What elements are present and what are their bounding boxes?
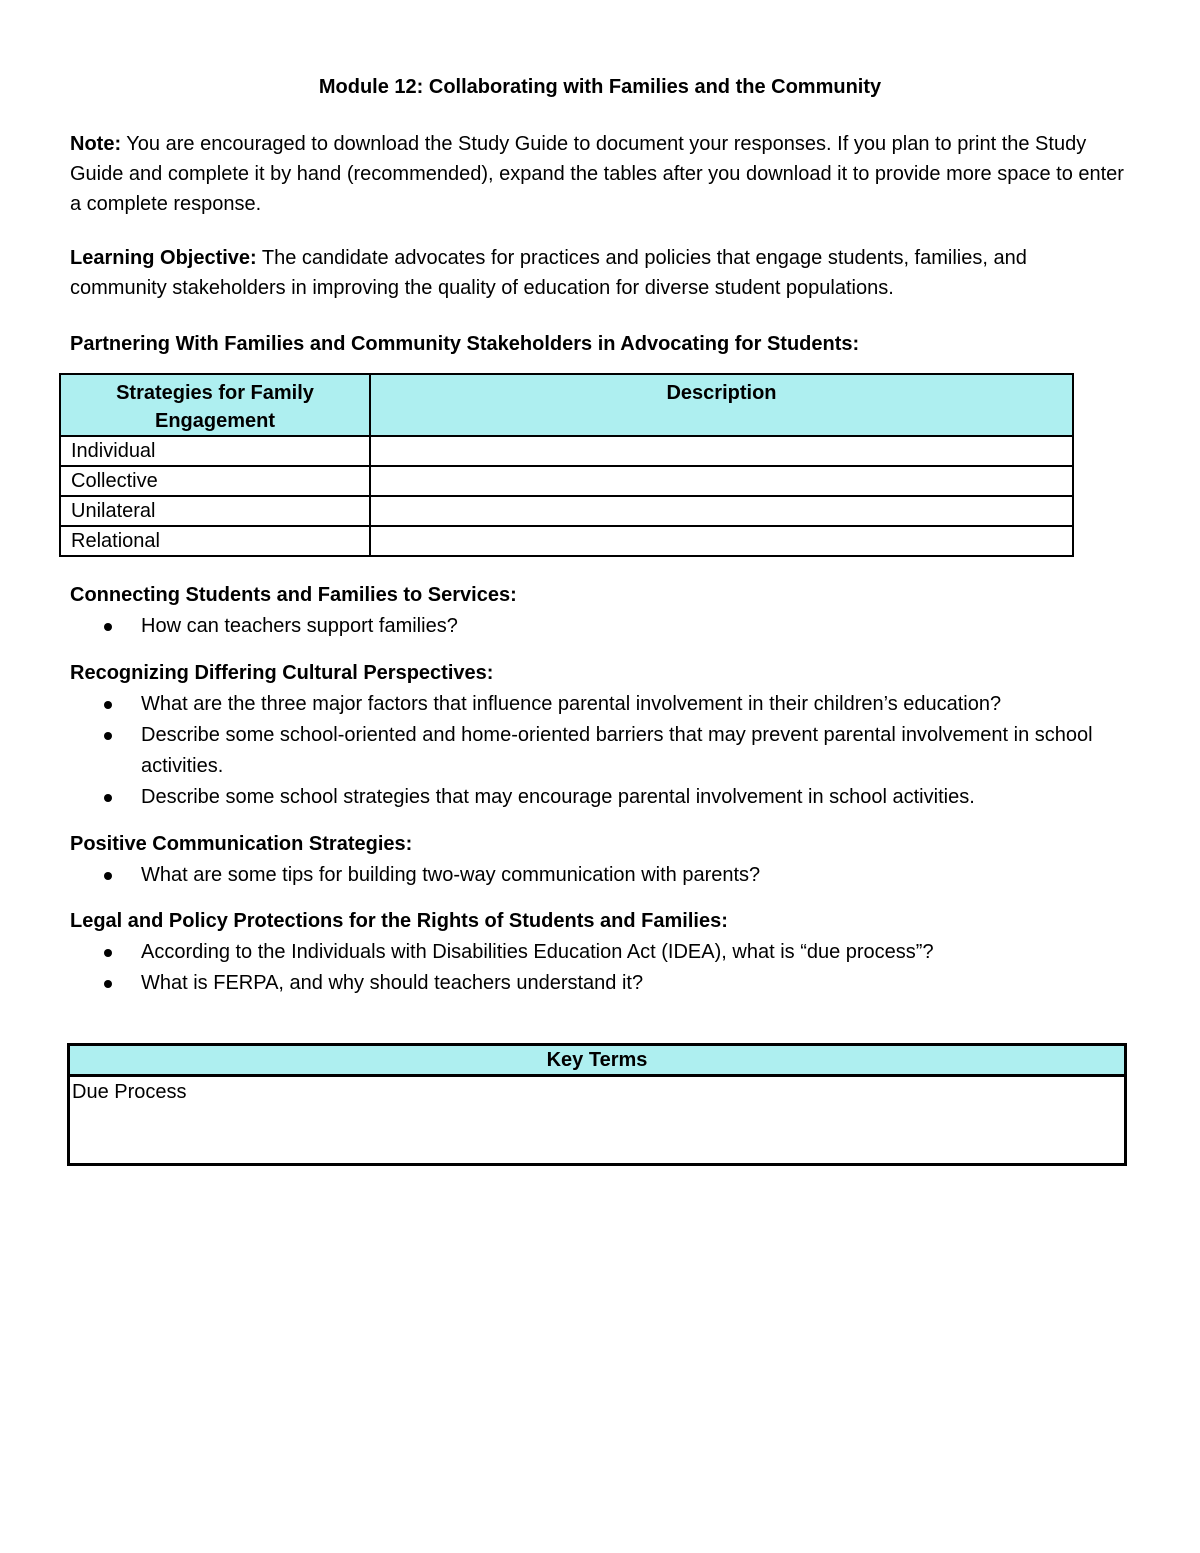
services-bullets — [70, 611, 1130, 642]
section-heading-services: Connecting Students and Families to Services: — [70, 584, 517, 606]
list-item: According to the Individuals with Disabilities Education Act (IDEA), what is “due process”? — [70, 937, 1130, 968]
table-row — [60, 466, 1073, 496]
strategies-header: Strategies for Family Engagement — [60, 374, 370, 436]
note-text: You are encouraged to download the Study Guide to document your responses. If you plan to print the Study Guide and complete it by hand (recommended), expand the tables after you download it to provide more space to enter a complete response. — [70, 133, 1124, 215]
objective-label: Learning Objective: — [70, 247, 257, 269]
bullet-icon — [104, 980, 112, 988]
bullet-icon — [104, 872, 112, 880]
key-terms-table — [67, 1043, 1127, 1166]
family-engagement-table — [59, 373, 1074, 557]
key-terms-header-row — [69, 1045, 1126, 1076]
table-row — [60, 526, 1073, 556]
bullet-icon — [104, 732, 112, 740]
partnering-heading: Partnering With Families and Community Stakeholders in Advocating for Students: — [70, 333, 860, 355]
section-heading-legal: Legal and Policy Protections for the Rights of Students and Families: — [70, 910, 728, 932]
strategy-cell: Relational — [60, 526, 370, 556]
cultural-bullets — [70, 689, 1130, 813]
list-item: What is FERPA, and why should teachers understand it? — [70, 968, 1130, 999]
note-label: Note: — [70, 133, 122, 155]
key-term-cell[interactable]: Due Process — [69, 1076, 1126, 1165]
note-paragraph — [70, 129, 1130, 219]
table-row — [69, 1076, 1126, 1165]
description-header: Description — [370, 374, 1073, 436]
section-heading-cultural: Recognizing Differing Cultural Perspectives: — [70, 662, 494, 684]
list-item: Describe some school-oriented and home-oriented barriers that may prevent parental involvement in school activities. — [70, 720, 1130, 782]
section-heading-communication: Positive Communication Strategies: — [70, 833, 413, 855]
page-title: Module 12: Collaborating with Families and the Community — [318, 76, 882, 98]
table-header-row — [60, 374, 1073, 436]
list-item: What are the three major factors that influence parental involvement in their children’s education? — [70, 689, 1130, 720]
legal-bullets — [70, 937, 1130, 999]
objective-paragraph — [70, 243, 1060, 303]
objective-text: The candidate advocates for practices and policies that engage students, families, and community stakeholders in improving the quality of education for diverse student populations. — [70, 247, 1027, 299]
strategy-cell: Individual — [60, 436, 370, 466]
list-item: What are some tips for building two-way communication with parents? — [70, 860, 1130, 891]
strategy-cell: Unilateral — [60, 496, 370, 526]
bullet-icon — [104, 949, 112, 957]
bullet-icon — [104, 701, 112, 709]
bullet-icon — [104, 794, 112, 802]
description-cell[interactable] — [370, 436, 1073, 466]
table-row — [60, 436, 1073, 466]
list-item: Describe some school strategies that may encourage parental involvement in school activities. — [70, 782, 1130, 813]
list-item: How can teachers support families? — [70, 611, 1130, 642]
description-cell[interactable] — [370, 526, 1073, 556]
description-cell[interactable] — [370, 496, 1073, 526]
strategy-cell: Collective — [60, 466, 370, 496]
bullet-icon — [104, 623, 112, 631]
communication-bullets — [70, 860, 1130, 891]
key-terms-header: Key Terms — [69, 1045, 1126, 1076]
description-cell[interactable] — [370, 466, 1073, 496]
table-row — [60, 496, 1073, 526]
